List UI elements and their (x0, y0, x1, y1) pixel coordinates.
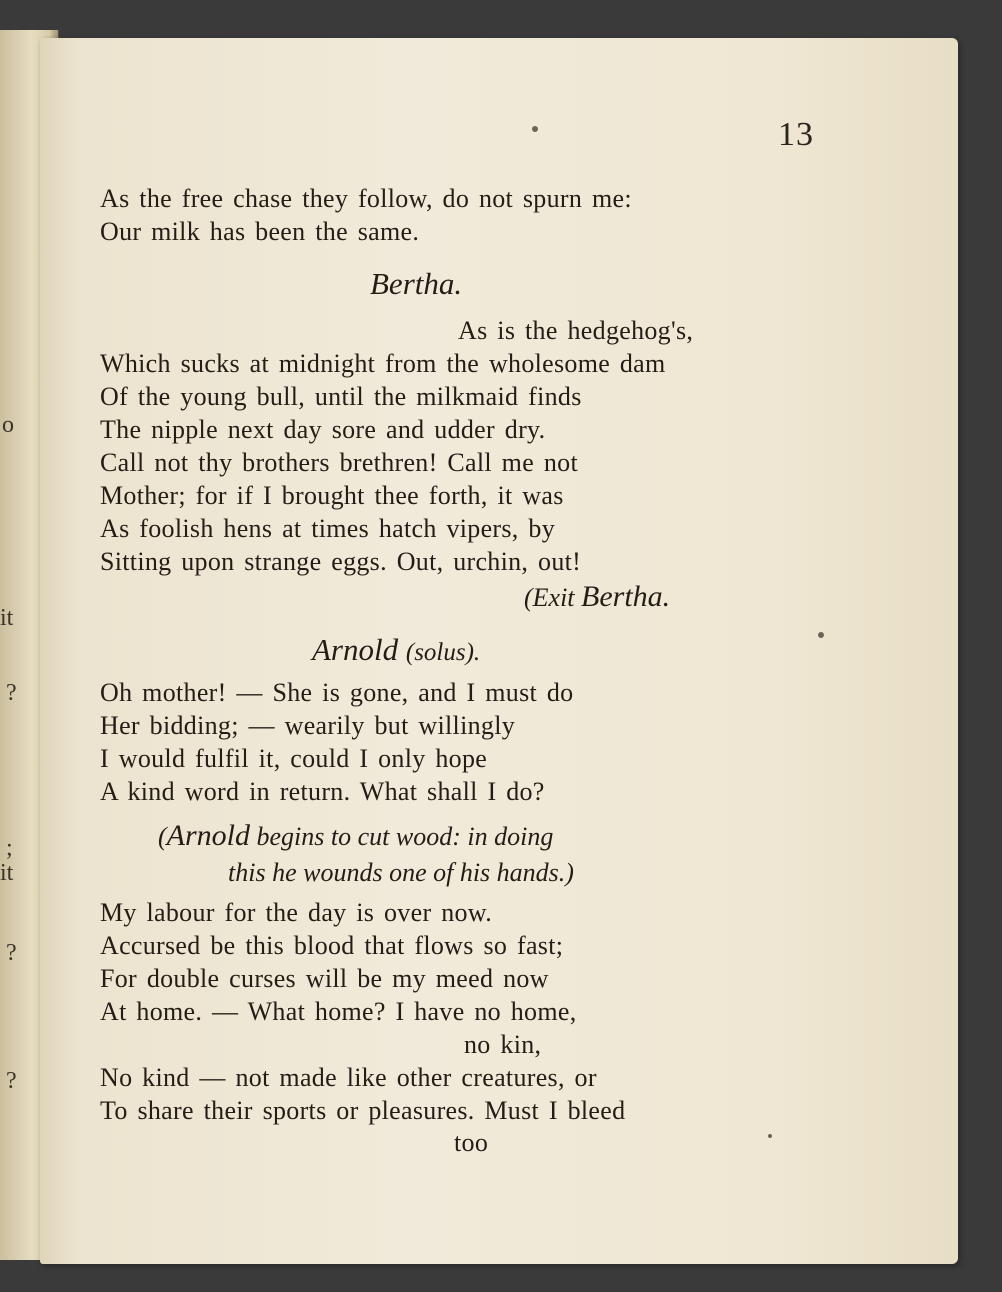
facing-fragment: ? (6, 680, 17, 706)
speaker-arnold-name: Arnold (312, 632, 399, 667)
stage-name: Arnold (166, 819, 251, 852)
exit-name: Bertha. (581, 580, 671, 613)
ink-speck (768, 1134, 772, 1138)
stage-direction-line-1 (158, 818, 574, 855)
verse-line: As foolish hens at times hatch vipers, by (100, 514, 556, 543)
verse-block-4 (100, 896, 625, 1127)
verse-line: No kind — not made like other creatures, or (100, 1063, 597, 1092)
facing-fragment: it (0, 860, 14, 886)
verse-line: Accursed be this blood that flows so fast; (100, 931, 564, 960)
ink-speck (532, 126, 538, 132)
stage-text-1: begins to cut wood: in doing (250, 822, 554, 851)
verse-line-continuation: no kin, (464, 1030, 542, 1059)
facing-fragment: it (0, 605, 14, 631)
facing-fragment: ? (6, 1068, 17, 1094)
facing-fragment: o (2, 412, 14, 438)
verse-line: Oh mother! — She is gone, and I must do (100, 678, 574, 707)
verse-line-indented: As is the hedgehog's, (458, 316, 694, 345)
stage-open: ( (158, 822, 167, 851)
verse-block-3 (100, 676, 573, 808)
verse-line: For double curses will be my meed now (100, 964, 549, 993)
stage-direction-line-2: this he wounds one of his hands.) (228, 858, 574, 887)
book-page (40, 38, 958, 1264)
exit-open: (Exit (524, 583, 582, 612)
catchword: too (454, 1128, 489, 1157)
verse-line: Which sucks at midnight from the wholesome dam (100, 349, 666, 378)
exit-direction (524, 580, 670, 614)
verse-block-1 (100, 182, 632, 248)
facing-fragment: ? (6, 940, 17, 966)
verse-block-2 (100, 314, 693, 578)
verse-line: As the free chase they follow, do not spurn me: (100, 184, 632, 213)
verse-line: Her bidding; — wearily but willingly (100, 711, 516, 740)
facing-fragment: ; (6, 835, 13, 861)
speaker-arnold-note: (solus). (405, 639, 481, 666)
verse-line: Our milk has been the same. (100, 217, 420, 246)
verse-line: Of the young bull, until the milkmaid finds (100, 382, 582, 411)
verse-line: Sitting upon strange eggs. Out, urchin, out! (100, 547, 582, 576)
verse-line: Call not thy brothers brethren! Call me not (100, 448, 578, 477)
verse-line: My labour for the day is over now. (100, 898, 492, 927)
verse-line: A kind word in return. What shall I do? (100, 777, 545, 806)
page-number: 13 (778, 116, 814, 153)
ink-speck (818, 632, 824, 638)
speaker-arnold (312, 632, 480, 668)
speaker-bertha: Bertha. (370, 266, 463, 301)
stage-direction (158, 818, 574, 891)
verse-line: To share their sports or pleasures. Must I bleed (100, 1096, 626, 1125)
verse-line: At home. — What home? I have no home, (100, 997, 577, 1026)
verse-line: The nipple next day sore and udder dry. (100, 415, 546, 444)
verse-line: Mother; for if I brought thee forth, it was (100, 481, 564, 510)
verse-line: I would fulfil it, could I only hope (100, 744, 488, 773)
